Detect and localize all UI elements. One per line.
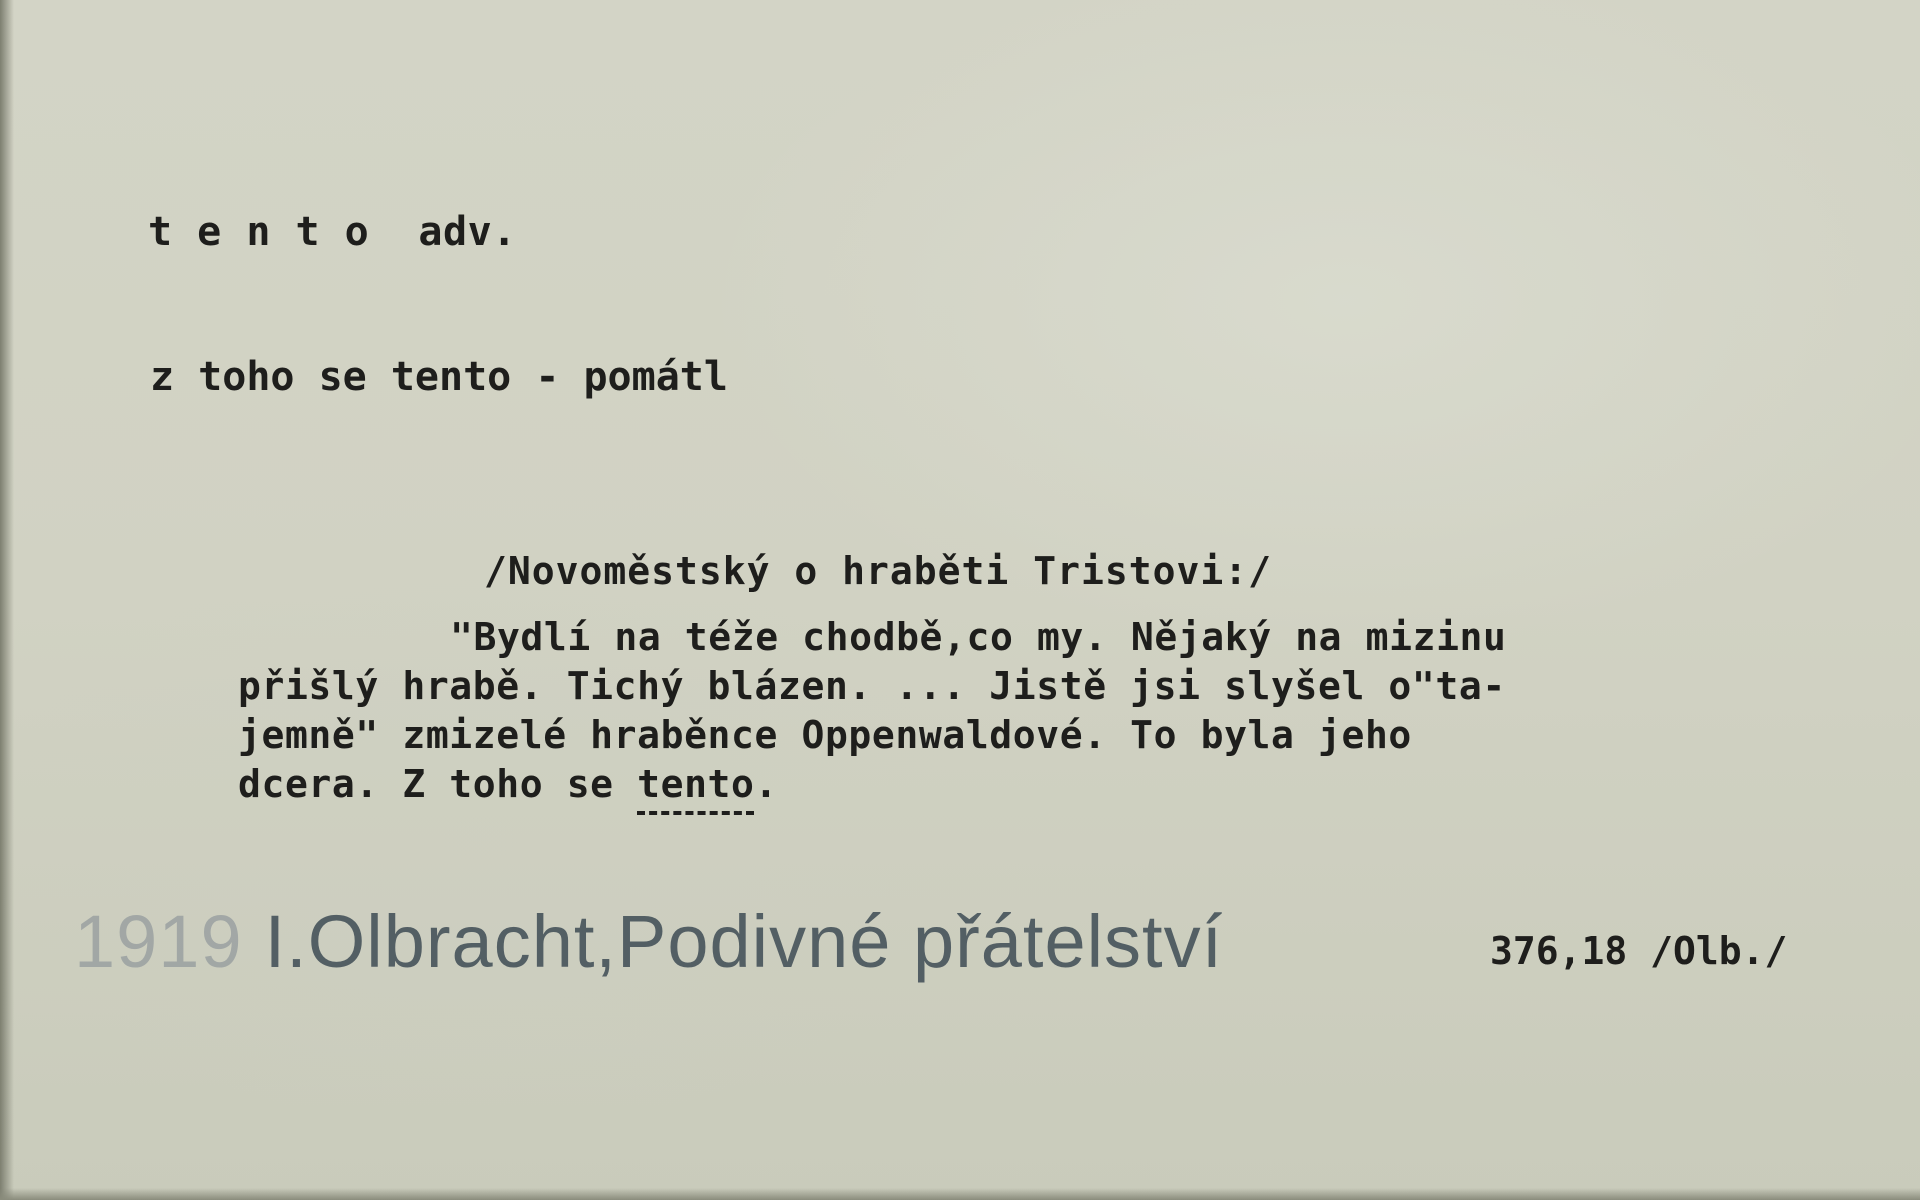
stamp-year: 1919 bbox=[74, 900, 243, 983]
quote-line-2: přišlý hrabě. Tichý blázen. ... Jistě jsi slyšel o"ta- bbox=[238, 664, 1506, 708]
citation-quote bbox=[238, 613, 1507, 809]
stamp-author-title: I.Olbracht,Podivné přátelství bbox=[264, 900, 1224, 983]
source-stamp bbox=[74, 900, 1224, 983]
headword: t e n t o adv. bbox=[148, 209, 517, 255]
quote-line-3: jemně" zmizelé hraběnce Oppenwaldové. To byla jeho bbox=[238, 713, 1412, 757]
quote-keyword: tento bbox=[637, 762, 755, 806]
page-reference: 376,18 /Olb./ bbox=[1490, 929, 1788, 973]
source-context: /Novoměstský o hraběti Tristovi:/ bbox=[484, 549, 1272, 593]
meaning-example: z toho se tento - pomátl bbox=[150, 354, 728, 400]
quote-line-4-prefix: dcera. Z toho se bbox=[238, 762, 638, 806]
quote-line-4-suffix: . bbox=[754, 762, 778, 806]
quote-line-1: "Bydlí na téže chodbě,co my. Nějaký na mizinu bbox=[450, 615, 1507, 659]
